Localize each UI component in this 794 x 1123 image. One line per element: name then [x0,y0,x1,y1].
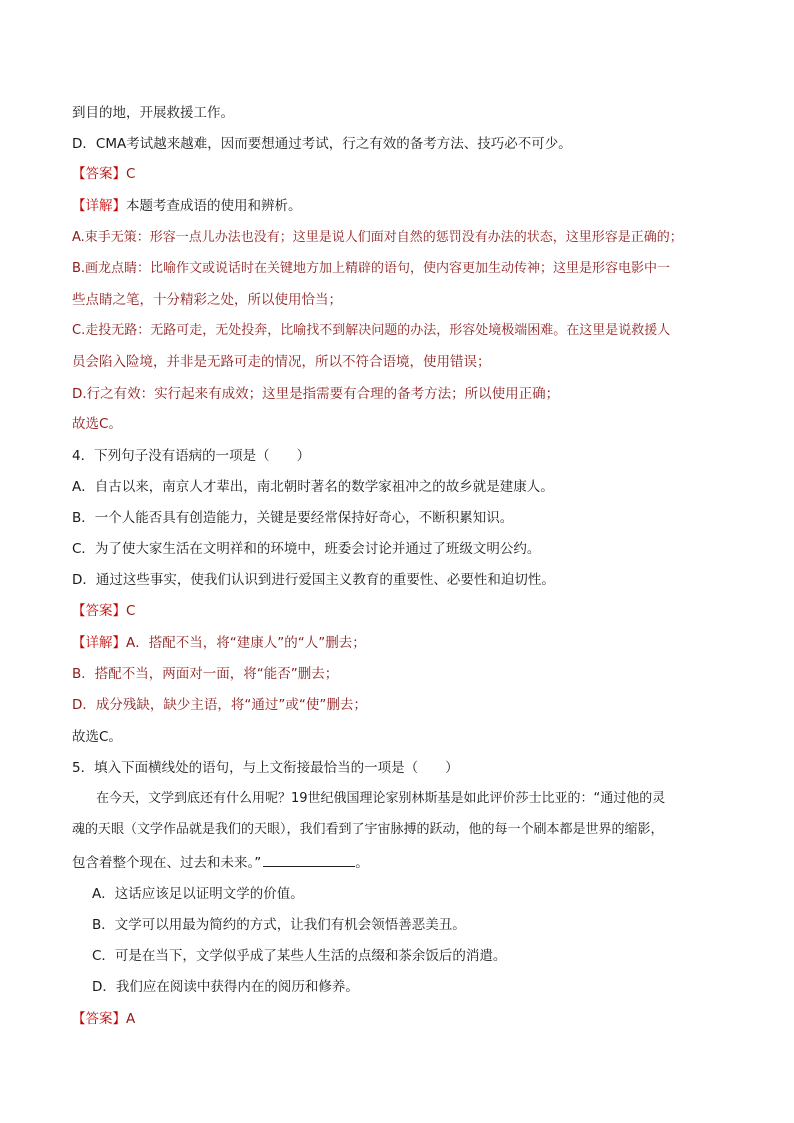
q4-detail-d: D．成分残缺，缺少主语，将“通过”或“使”删去； [72,697,367,713]
q4-detail-b: B．搭配不当，两面对一面，将“能否”删去； [72,666,339,682]
q4-stem: 4．下列句子没有语病的一项是（ ） [72,448,311,464]
q5-stem: 5．填入下面横线处的语句，与上文衔接最恰当的一项是（ ） [72,760,459,776]
detail-label: 【详解】 [72,198,126,214]
q5-passage-line1: 在今天，文学到底还有什么用呢？19世纪俄国理论家别林斯基是如此评价莎士比亚的：“通过他的灵 [96,791,666,806]
q3-detail-a: A.束手无策：形容一点儿办法也没有；这里是说人们面对自然的惩罚没有办法的状态，这里形容是正确的； [72,230,683,245]
q3-detail-b-line2: 些点睛之笔，十分精彩之处，所以使用恰当； [72,292,342,308]
q5-passage-line3: 包含着整个现在、过去和未来。” 。 [72,852,369,873]
answer-label: 【答案】 [72,166,126,182]
q3-answer [72,164,135,184]
q3-detail-d: D.行之有效：实行起来有成效；这里是指需要有合理的备考方法；所以使用正确； [72,386,560,402]
q3-detail-intro: 【详解】本题考查成语的使用和辨析。 [72,198,302,214]
q4-option-c: C．为了使大家生活在文明祥和的环境中，班委会讨论并通过了班级文明公约。 [72,541,541,557]
q5-option-a: A．这话应该足以证明文学的价值。 [92,886,304,902]
q4-answer [72,601,135,621]
q3-conclusion: 故选C。 [72,416,122,432]
q3-detail-c-line2: 员会陷入险境，并非是无路可走的情况，所以不符合语境，使用错误； [72,354,491,370]
q3-detail-c-line1: C.走投无路：无路可走，无处投奔，比喻找不到解决问题的办法，形容处境极端困难。在这里是说救援人 [72,323,671,338]
q3-detail-b-line1: B.画龙点睛：比喻作文或说话时在关键地方加上精辟的语句，使内容更加生动传神；这里是形容电影中一 [72,261,671,276]
answer-value: C [126,603,136,619]
answer-label: 【答案】 [72,603,126,619]
q5-answer [72,1009,135,1029]
q4-conclusion: 故选C。 [72,729,122,745]
q4-detail-a: 【详解】A．搭配不当，将“建康人”的“人”删去； [72,635,366,651]
fill-in-blank [263,852,355,867]
q3-option-c-tail: 到目的地，开展救援工作。 [72,105,234,121]
q5-passage-line2: 魂的天眼（文学作品就是我们的天眼），我们看到了宇宙脉搏的跃动，他的每一个刷本都是世界的缩影， [72,822,664,837]
q4-option-d: D．通过这些事实，使我们认识到进行爱国主义教育的重要性、必要性和迫切性。 [72,572,555,588]
answer-value: C [126,166,136,182]
q5-option-c: C．可是在当下，文学似乎成了某些人生活的点缀和茶余饭后的消遣。 [92,948,507,964]
answer-value: A [126,1011,136,1027]
q3-option-d: D．CMA考试越来越难，因而要想通过考试，行之有效的备考方法、技巧必不可少。 [72,136,572,152]
q4-option-b: B．一个人能否具有创造能力，关键是要经常保持好奇心，不断积累知识。 [72,510,514,526]
answer-label: 【答案】 [72,1011,126,1027]
q5-option-b: B．文学可以用最为简约的方式，让我们有机会领悟善恶美丑。 [92,917,466,933]
q4-option-a: A．自古以来，南京人才辈出，南北朝时著名的数学家祖冲之的故乡就是建康人。 [72,479,554,495]
q5-option-d: D．我们应在阅读中获得内在的阅历和修养。 [92,979,359,995]
detail-label: 【详解】 [72,635,126,651]
